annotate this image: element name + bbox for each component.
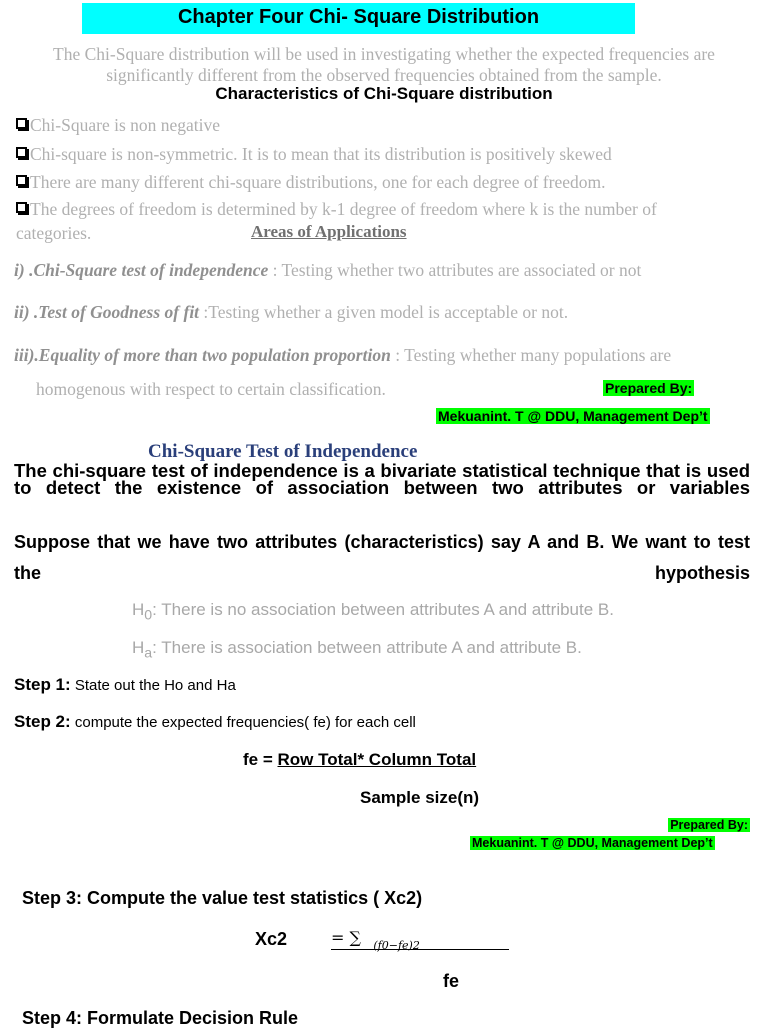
step-2: Step 2: compute the expected frequencies( fe) for each cell	[14, 712, 416, 731]
application-item: iii).Equality of more than two population proportion : Testing whether many populations are	[14, 345, 672, 365]
characteristic-item: Chi-square is non-symmetric. It is to mean that its distribution is positively skewed	[16, 140, 612, 169]
characteristic-item: There are many different chi-square distributions, one for each degree of freedom.	[16, 168, 605, 197]
areas-heading: Areas of Applications	[251, 222, 407, 241]
section-heading: Chi-Square Test of Independence	[148, 441, 418, 462]
test-statistic-denominator: fe	[443, 971, 460, 991]
suppose-paragraph: Suppose that we have two attributes (characteristics) say A and B. We want to test the hypothesis	[14, 532, 750, 583]
step-3: Step 3: Compute the value test statistics ( Xc2)	[22, 888, 423, 908]
prepared-by-label: Prepared By:	[670, 818, 748, 832]
null-hypothesis: $H_0$: There is no association between attributes A and attribute B.	[132, 600, 614, 624]
author-credit: Mekuanint. T @ DDU, Management Dep’t	[438, 408, 708, 424]
checkbox-bullet-icon	[16, 118, 27, 129]
characteristics-heading: Characteristics of Chi-Square distribution	[215, 84, 553, 103]
test-statistic-label: Xc2	[255, 929, 288, 949]
application-item: ii) .Test of Goodness of fit :Testing whether a given model is acceptable or not.	[14, 302, 569, 322]
step-4: Step 4: Formulate Decision Rule	[22, 1008, 299, 1028]
intro-paragraph: The Chi-Square distribution will be used in investigating whether the expected frequencies are significantly different from the observed frequencies obtained from the sample.	[53, 44, 715, 85]
alternative-hypothesis: $H_a$: There is association between attribute A and attribute B.	[132, 638, 582, 662]
prepared-by-label: Prepared By:	[605, 380, 693, 396]
application-item: i) .Chi-Square test of independence : Testing whether two attributes are associated or not	[14, 260, 642, 280]
characteristic-item: The degrees of freedom is determined by k-1 degree of freedom where k is the number of categories.	[16, 199, 657, 243]
definition-paragraph: The chi-square test of independence is a bivariate statistical technique that is used to detect the existence of association between two attributes or variables	[14, 460, 750, 498]
expected-frequency-denominator: Sample size(n)	[360, 788, 480, 807]
page-title: Chapter Four Chi- Square Distribution	[177, 6, 540, 28]
checkbox-bullet-icon	[16, 202, 27, 213]
characteristic-item: Chi-Square is non negative	[16, 111, 220, 140]
step-1: Step 1: State out the Ho and Ha	[14, 675, 236, 694]
application-continued: homogenous with respect to certain classification.	[36, 379, 386, 399]
checkbox-bullet-icon	[16, 147, 27, 158]
expected-frequency-formula: fe = Row Total* Column Total	[243, 750, 477, 769]
checkbox-bullet-icon	[16, 175, 27, 186]
test-statistic-fraction-line: = ∑ $_{(f0-fe)2}$	[331, 928, 509, 950]
author-credit: Mekuanint. T @ DDU, Management Dep’t	[472, 836, 713, 850]
